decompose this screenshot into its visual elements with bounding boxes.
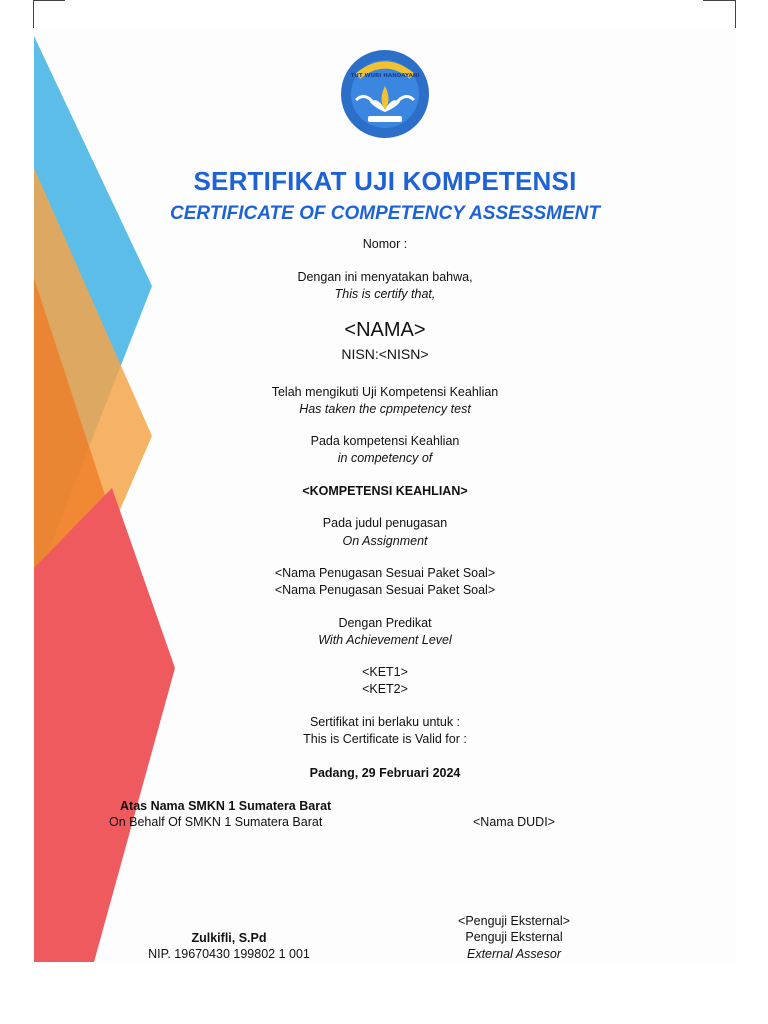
recipient-name: <NAMA> [344,319,426,341]
left-signatory-subheading: On Behalf Of SMKN 1 Sumatera Barat [109,815,323,829]
competency-text-id: Pada kompetensi Keahlian [310,434,460,448]
logo-text: TUT WURI HANDAYANI [350,73,420,79]
recipient-nisn: NISN:<NISN> [341,346,429,362]
crop-mark-top-left-h [33,0,34,28]
predicate-text-en: With Achievement Level [318,633,452,647]
assignment-title-line1: <Nama Penugasan Sesuai Paket Soal> [274,566,496,580]
taken-text-id: Telah mengikuti Uji Kompetensi Keahlian [271,385,499,399]
certify-text-id: Dengan ini menyatakan bahwa, [297,270,473,284]
right-signatory-role-en: External Assesor [466,947,562,961]
left-signatory-nip: NIP. 19670430 199802 1 001 [148,947,310,961]
crop-mark-top-left-v [33,0,65,1]
competency-text-en: in competency of [337,451,433,465]
left-signatory-heading: Atas Nama SMKN 1 Sumatera Barat [120,799,332,813]
right-signatory-role-id: Penguji Eksternal [465,930,563,944]
tut-wuri-handayani-logo [340,46,430,142]
competency-value: <KOMPETENSI KEAHLIAN> [302,484,468,498]
predicate-text-id: Dengan Predikat [338,616,432,630]
valid-text-id: Sertifikat ini berlaku untuk : [309,715,461,729]
nomor-label: Nomor : [362,237,408,251]
assignment-text-id: Pada judul penugasan [322,516,448,530]
certificate-subtitle: CERTIFICATE OF COMPETENCY ASSESSMENT [169,203,600,224]
taken-text-en: Has taken the cpmpetency test [299,402,471,416]
crop-mark-top-right-v [703,0,735,1]
valid-text-en: This is Certificate is Valid for : [303,732,467,746]
place-date: Padang, 29 Februari 2024 [309,766,461,780]
assignment-title-line2: <Nama Penugasan Sesuai Paket Soal> [274,583,496,597]
crop-mark-top-right-h [735,0,736,28]
right-signatory-heading: <Nama DUDI> [473,815,555,829]
ket2-value: <KET2> [362,682,408,696]
certificate-title: SERTIFIKAT UJI KOMPETENSI [193,166,577,196]
certificate-page [34,28,736,962]
certify-text-en: This is certify that, [334,287,436,301]
ket1-value: <KET1> [362,665,408,679]
assignment-text-en: On Assignment [342,534,428,548]
left-signatory-name: Zulkifli, S.Pd [191,931,267,945]
right-signatory-name: <Penguji Eksternal> [458,914,570,928]
